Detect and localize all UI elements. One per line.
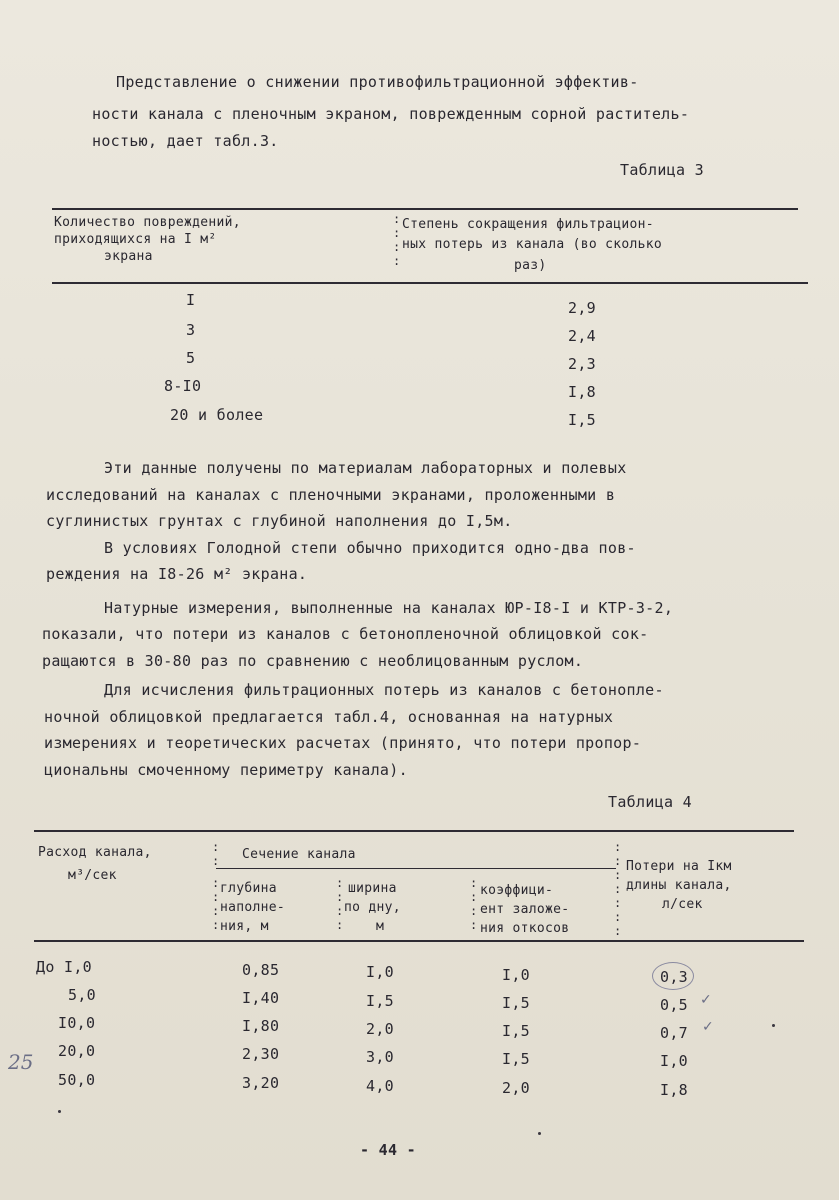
paragraph-line: ращаются в 30-80 раз по сравнению с необлицованным руслом. [42, 652, 584, 670]
column-separator: : : : : [470, 876, 478, 932]
table4-cell-depth: 2,30 [242, 1045, 280, 1063]
table4-header-depth: ния, м [220, 919, 269, 934]
table4-cell-width: I,0 [366, 963, 394, 981]
table4-cell-width: 2,0 [366, 1020, 394, 1038]
table4-header-width: м [376, 919, 385, 934]
table4-cell-slope: I,0 [502, 966, 530, 984]
column-separator: : : : : : : : [614, 840, 622, 938]
table4-header-flow: м³/сек [68, 868, 117, 883]
paragraph-line: Натурные измерения, выполненные на каналах ЮР-I8-I и КТР-3-2, [104, 599, 674, 617]
table4-cell-slope: I,5 [502, 1050, 530, 1068]
stray-mark [772, 1024, 775, 1027]
table4-cell-depth: 0,85 [242, 961, 280, 979]
table3-header-count: Количество повреждений, [54, 215, 241, 230]
table4-header-slope: коэффици- [480, 883, 554, 898]
table4-header-width: по дну, [344, 900, 401, 915]
table4-header-rule [34, 940, 804, 942]
table4-cell-loss: I,0 [660, 1052, 688, 1070]
column-separator: : : : : [336, 876, 344, 932]
table4-caption: Таблица 4 [608, 793, 692, 811]
table3-cell-ratio: 2,4 [568, 327, 596, 345]
table4-header-depth: наполне- [220, 900, 286, 915]
paragraph-line: ности канала с пленочным экраном, поврежденным сорной раститель- [92, 105, 690, 123]
table4-cell-flow: I0,0 [58, 1014, 96, 1032]
table4-cell-slope: I,5 [502, 994, 530, 1012]
table4-cell-flow: 20,0 [58, 1042, 96, 1060]
column-separator: : : : : [393, 212, 401, 268]
table3-cell-ratio: I,8 [568, 383, 596, 401]
paragraph-line: циональны смоченному периметру канала). [44, 761, 408, 779]
paragraph-line: реждения на I8-26 м² экрана. [46, 565, 308, 583]
table4-cell-width: 3,0 [366, 1048, 394, 1066]
table4-cell-flow: 5,0 [68, 986, 96, 1004]
table4-cell-width: I,5 [366, 992, 394, 1010]
table3-header-ratio: ных потерь из канала (во сколько [402, 237, 663, 252]
table3-caption: Таблица 3 [620, 161, 704, 179]
table4-cell-depth: I,40 [242, 989, 280, 1007]
table4-cell-loss: I,8 [660, 1081, 688, 1099]
table4-cell-flow: До I,0 [36, 958, 92, 976]
table4-header-depth: глубина [220, 881, 277, 896]
paragraph-line: показали, что потери из каналов с бетонопленочной облицовкой сок- [42, 625, 649, 643]
paragraph-line: Представление о снижении противофильтрационной эффектив- [116, 73, 639, 91]
table3-header-count: экрана [104, 249, 153, 264]
table4-cell-slope: I,5 [502, 1022, 530, 1040]
table3-top-rule [52, 208, 798, 210]
table4-cell-loss: 0,7 [660, 1024, 688, 1042]
table3-header-count: приходящихся на I м² [54, 232, 217, 247]
table4-section-rule [216, 868, 616, 869]
paragraph-line: измерениях и теоретических расчетах (принято, что потери пропор- [44, 734, 642, 752]
table4-header-slope: ния откосов [480, 921, 570, 936]
column-separator: : : : : [212, 876, 220, 932]
margin-handwritten-number: 25 [8, 1050, 34, 1074]
table3-cell-ratio: I,5 [568, 411, 596, 429]
paragraph-line: исследований на каналах с пленочными экранами, проложенными в [46, 486, 616, 504]
check-mark-icon: ✓ [702, 1019, 714, 1035]
paragraph-line: В условиях Голодной степи обычно приходится одно-два пов- [104, 539, 636, 557]
table3-cell-count: 8-I0 [164, 377, 202, 395]
table3-header-ratio: раз) [514, 258, 547, 273]
table3-cell-count: 20 и более [170, 406, 264, 424]
paragraph-line: ночной облицовкой предлагается табл.4, основанная на натурных [44, 708, 614, 726]
table4-cell-loss: 0,3 [660, 968, 688, 986]
paragraph-line: ностью, дает табл.3. [92, 132, 279, 150]
stray-mark [58, 1110, 61, 1113]
table4-header-section: Сечение канала [242, 847, 356, 862]
table3-cell-count: 5 [186, 349, 196, 367]
table3-header-ratio: Степень сокращения фильтрацион- [402, 217, 654, 232]
table4-cell-flow: 50,0 [58, 1071, 96, 1089]
column-separator: : : [212, 840, 220, 868]
paragraph-line: суглинистых грунтах с глубиной наполнения до I,5м. [46, 512, 513, 530]
table4-header-loss: длины канала, [626, 878, 732, 893]
table3-cell-count: I [186, 291, 196, 309]
table4-header-slope: ент заложе- [480, 902, 570, 917]
table4-header-loss: л/сек [662, 897, 703, 912]
check-mark-icon: ✓ [700, 992, 712, 1008]
table3-cell-ratio: 2,9 [568, 299, 596, 317]
page-number: - 44 - [360, 1141, 416, 1159]
table3-cell-count: 3 [186, 321, 196, 339]
paragraph-line: Эти данные получены по материалам лабораторных и полевых [104, 459, 627, 477]
table4-top-rule [34, 830, 794, 832]
table4-cell-loss: 0,5 [660, 996, 688, 1014]
table4-header-flow: Расход канала, [38, 845, 152, 860]
table3-header-rule [52, 282, 808, 284]
stray-mark [538, 1132, 541, 1135]
table3-cell-ratio: 2,3 [568, 355, 596, 373]
table4-header-width: ширина [348, 881, 397, 896]
table4-cell-slope: 2,0 [502, 1079, 530, 1097]
paragraph-line: Для исчисления фильтрационных потерь из каналов с бетонопле- [104, 681, 664, 699]
table4-cell-depth: 3,20 [242, 1074, 280, 1092]
table4-cell-depth: I,80 [242, 1017, 280, 1035]
table4-cell-width: 4,0 [366, 1077, 394, 1095]
table4-header-loss: Потери на Iкм [626, 859, 732, 874]
